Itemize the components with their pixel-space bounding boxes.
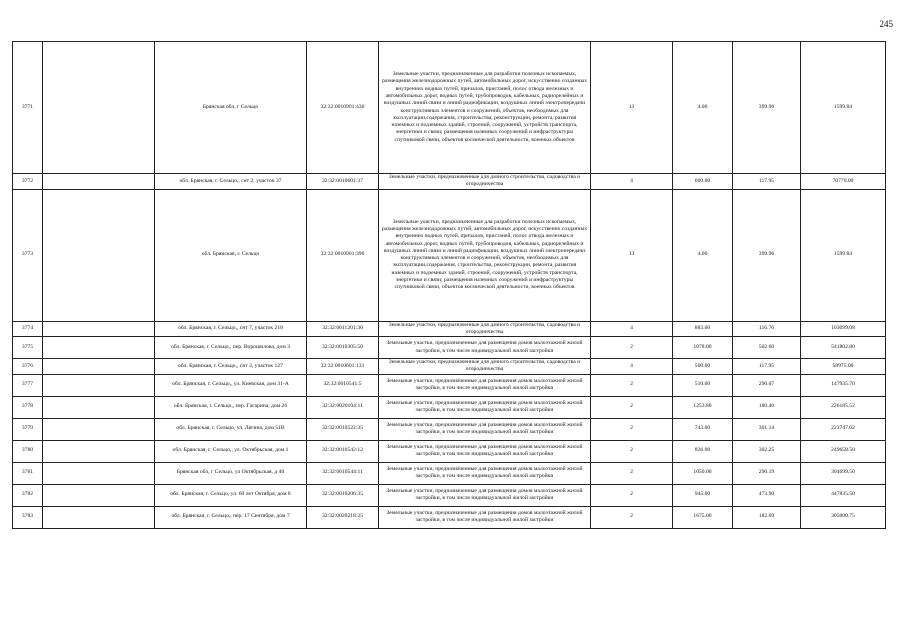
land-use-cell: Земельные участки, предназначенные для размещения домов малоэтажной жилой застройки, в том числе индивидуальной жилой застройки <box>379 418 591 440</box>
table-row <box>13 359 886 375</box>
use-code-cell: 2 <box>591 440 673 462</box>
cadastral-number-cell: 32:32:0010601:131 <box>307 359 379 375</box>
empty-cell <box>43 374 155 396</box>
address-cell: обл. Брянская, г. Сельцо <box>155 189 307 321</box>
land-use-cell: Земельные участки, предназначенные для дачного строительства, садоводства и огородничества <box>379 359 591 375</box>
area-cell: 510.00 <box>673 374 733 396</box>
empty-cell <box>43 462 155 484</box>
area-cell: 743.00 <box>673 418 733 440</box>
row-number: 3783 <box>13 506 43 528</box>
cadastral-number-cell: 32:32:0010542:12 <box>307 440 379 462</box>
rate-cell: 117.95 <box>733 174 801 190</box>
total-value-cell: 223747.02 <box>801 418 886 440</box>
cadastral-number-cell: 32:32:0010544:11 <box>307 462 379 484</box>
rate-cell: 302.25 <box>733 440 801 462</box>
total-value-cell: 1599.84 <box>801 189 886 321</box>
total-value-cell: 249658.50 <box>801 440 886 462</box>
rate-cell: 116.76 <box>733 321 801 337</box>
rate-cell: 301.14 <box>733 418 801 440</box>
total-value-cell: 147935.70 <box>801 374 886 396</box>
row-number: 3779 <box>13 418 43 440</box>
use-code-cell: 13 <box>591 42 673 174</box>
row-number: 3773 <box>13 189 43 321</box>
use-code-cell: 4 <box>591 174 673 190</box>
total-value-cell: 70770.00 <box>801 174 886 190</box>
cadastral-number-cell: 32:32:0020218:25 <box>307 506 379 528</box>
address-cell: Брянская обл, г Сельцо, ул Октябрьская, д 40 <box>155 462 307 484</box>
row-number: 3777 <box>13 374 43 396</box>
row-number: 3772 <box>13 174 43 190</box>
area-cell: 1050.00 <box>673 462 733 484</box>
table-row <box>13 337 886 359</box>
area-cell: 945.00 <box>673 484 733 506</box>
cadastral-number-cell: 32:32:0011201:30 <box>307 321 379 337</box>
land-use-cell: Земельные участки, предназначенные для размещения домов малоэтажной жилой застройки, в том числе индивидуальной жилой застройки <box>379 440 591 462</box>
table-row <box>13 440 886 462</box>
empty-cell <box>43 42 155 174</box>
area-cell: 500.00 <box>673 359 733 375</box>
total-value-cell: 447835.50 <box>801 484 886 506</box>
empty-cell <box>43 359 155 375</box>
row-number: 3781 <box>13 462 43 484</box>
row-number: 3775 <box>13 337 43 359</box>
address-cell: обл. Брянская, г. Сельцо,, ул. Киевская, дом 31-А <box>155 374 307 396</box>
area-cell: 4.00 <box>673 42 733 174</box>
use-code-cell: 2 <box>591 506 673 528</box>
rate-cell: 473.90 <box>733 484 801 506</box>
use-code-cell: 2 <box>591 374 673 396</box>
table-row <box>13 396 886 418</box>
land-use-cell: Земельные участки, предназначенные для размещения домов малоэтажной жилой застройки, в том числе индивидуальной жилой застройки <box>379 337 591 359</box>
cadastral-number-cell: 32:32:0010522:35 <box>307 418 379 440</box>
rate-cell: 182.09 <box>733 506 801 528</box>
empty-cell <box>43 506 155 528</box>
address-cell: обл. Брянская, г. Сельцо, ул. 60 лет Октября, дом 8 <box>155 484 307 506</box>
table-row <box>13 321 886 337</box>
total-value-cell: 103099.08 <box>801 321 886 337</box>
land-use-cell: Земельные участки, предназначенные для размещения домов малоэтажной жилой застройки, в том числе индивидуальной жилой застройки <box>379 484 591 506</box>
row-number: 3780 <box>13 440 43 462</box>
address-cell: Брянская обл, г Сельцо <box>155 42 307 174</box>
registry-table <box>12 41 886 529</box>
land-use-cell: Земельные участки, предназначенные для размещения домов малоэтажной жилой застройки, в том числе индивидуальной жилой застройки <box>379 462 591 484</box>
land-use-cell: Земельные участки, предназначенные для дачного строительства, садоводства и огородничества <box>379 321 591 337</box>
total-value-cell: 1599.84 <box>801 42 886 174</box>
use-code-cell: 2 <box>591 462 673 484</box>
registry-rows <box>13 42 886 529</box>
land-use-cell: Земельные участки, предназначенные для размещения домов малоэтажной жилой застройки, в том числе индивидуальной жилой застройки <box>379 506 591 528</box>
area-cell: 826.00 <box>673 440 733 462</box>
use-code-cell: 4 <box>591 359 673 375</box>
empty-cell <box>43 484 155 506</box>
rate-cell: 290.07 <box>733 374 801 396</box>
land-use-cell: Земельные участки, предназначенные для разработки полезных ископаемых, размещения железнодорожных путей, автомобильных дорог, искусственно созданных внутренних водных путей, причалов, пристаней, полос отвода железных и автомобильных дорог, водных путей, трубопроводов, кабельных, радиорелейных и воздушных линий связи и линий радиофикации, воздушных линий электропередачи конструктивных элементов и сооружений, объектов, необходимых для эксплуатации,содержания, строительства, реконструкции, ремонта, развития наземных и подземных зданий, строений, сооружений, устройств транспорта, энергетики и связи; размещения наземных сооружений и инфраструктуры спутниковой связи, объектов космической деятельности, военных объектов <box>379 189 591 321</box>
rate-cell: 290.19 <box>733 462 801 484</box>
rate-cell: 399.96 <box>733 42 801 174</box>
address-cell: обл. Брянская, г. Сельцо,, снт 7, участок 218 <box>155 321 307 337</box>
address-cell: обл. Брянская, г. Сельцо,, пер. 17 Сентября, дом 7 <box>155 506 307 528</box>
empty-cell <box>43 440 155 462</box>
empty-cell <box>43 396 155 418</box>
use-code-cell: 2 <box>591 484 673 506</box>
land-use-cell: Земельные участки, предназначенные для размещения домов малоэтажной жилой застройки, в том числе индивидуальной жилой застройки <box>379 374 591 396</box>
address-cell: обл. Брянская, г. Сельцо,, снт 2, участок 37 <box>155 174 307 190</box>
table-row <box>13 174 886 190</box>
table-row <box>13 506 886 528</box>
cadastral-number-cell: 32:32:0010206:35 <box>307 484 379 506</box>
rate-cell: 117.95 <box>733 359 801 375</box>
rate-cell: 180.40 <box>733 396 801 418</box>
use-code-cell: 4 <box>591 321 673 337</box>
empty-cell <box>43 418 155 440</box>
table-row <box>13 418 886 440</box>
cadastral-number-cell: 32:32:0010305:50 <box>307 337 379 359</box>
area-cell: 1078.00 <box>673 337 733 359</box>
total-value-cell: 58975.00 <box>801 359 886 375</box>
row-number: 3771 <box>13 42 43 174</box>
address-cell: обл. Брянская, г. Сельцо, ул. Лягина, дом 51В <box>155 418 307 440</box>
empty-cell <box>43 174 155 190</box>
total-value-cell: 226185.52 <box>801 396 886 418</box>
address-cell: обл. Брянская, г. Сельцо,, снт 2, участок 127 <box>155 359 307 375</box>
land-use-cell: Земельные участки, предназначенные для размещения домов малоэтажной жилой застройки, в том числе индивидуальной жилой застройки <box>379 396 591 418</box>
table-row <box>13 374 886 396</box>
area-cell: 883.00 <box>673 321 733 337</box>
table-row <box>13 42 886 174</box>
total-value-cell: 541802.80 <box>801 337 886 359</box>
cadastral-number-cell: 32:32:0020104:11 <box>307 396 379 418</box>
land-use-cell: Земельные участки, предназначенные для разработки полезных ископаемых, размещения железнодорожных путей, автомобильных дорог, искусственно созданных внутренних водных путей, причалов, пристаней, полос отвода железных и автомобильных дорог, водных путей, трубопроводов, кабельных, радиорелейных и воздушных линий связи и линий радиофикации, воздушных линий электропередачи конструктивных элементов и сооружений, объектов, необходимых для эксплуатации,содержания, строительства, реконструкции, ремонта, развития наземных и подземных зданий, строений, сооружений, устройств транспорта, энергетики и связи; размещения наземных сооружений и инфраструктуры спутниковой связи, объектов космической деятельности, военных объектов <box>379 42 591 174</box>
cadastral-number-cell: 32:32:0010601:37 <box>307 174 379 190</box>
use-code-cell: 2 <box>591 396 673 418</box>
area-cell: 1253.80 <box>673 396 733 418</box>
area-cell: 4.00 <box>673 189 733 321</box>
address-cell: обл. Брянская, г. Сельцо,, пер. Гагарина, дом 26 <box>155 396 307 418</box>
address-cell: обл. Брянская, г. Сельцо,, ул. Октябрьская, дом 1 <box>155 440 307 462</box>
area-cell: 1675.00 <box>673 506 733 528</box>
rate-cell: 399.96 <box>733 189 801 321</box>
empty-cell <box>43 337 155 359</box>
address-cell: обл. Брянская, г. Сельцо,, пер. Ворошилова, дом 3 <box>155 337 307 359</box>
area-cell: 600.00 <box>673 174 733 190</box>
cadastral-number-cell: 32:32:0010901:396 <box>307 189 379 321</box>
row-number: 3782 <box>13 484 43 506</box>
row-number: 3776 <box>13 359 43 375</box>
land-use-cell: Земельные участки, предназначенные для дачного строительства, садоводства и огородничества <box>379 174 591 190</box>
empty-cell <box>43 321 155 337</box>
table-row <box>13 462 886 484</box>
rate-cell: 502.60 <box>733 337 801 359</box>
total-value-cell: 304699.50 <box>801 462 886 484</box>
table-row <box>13 189 886 321</box>
use-code-cell: 13 <box>591 189 673 321</box>
page-number: 245 <box>879 19 893 29</box>
cadastral-number-cell: 32:32:0010541:5 <box>307 374 379 396</box>
use-code-cell: 2 <box>591 418 673 440</box>
empty-cell <box>43 189 155 321</box>
use-code-cell: 2 <box>591 337 673 359</box>
cadastral-number-cell: 32:32:0010901:430 <box>307 42 379 174</box>
table-row <box>13 484 886 506</box>
row-number: 3774 <box>13 321 43 337</box>
total-value-cell: 305000.75 <box>801 506 886 528</box>
row-number: 3778 <box>13 396 43 418</box>
